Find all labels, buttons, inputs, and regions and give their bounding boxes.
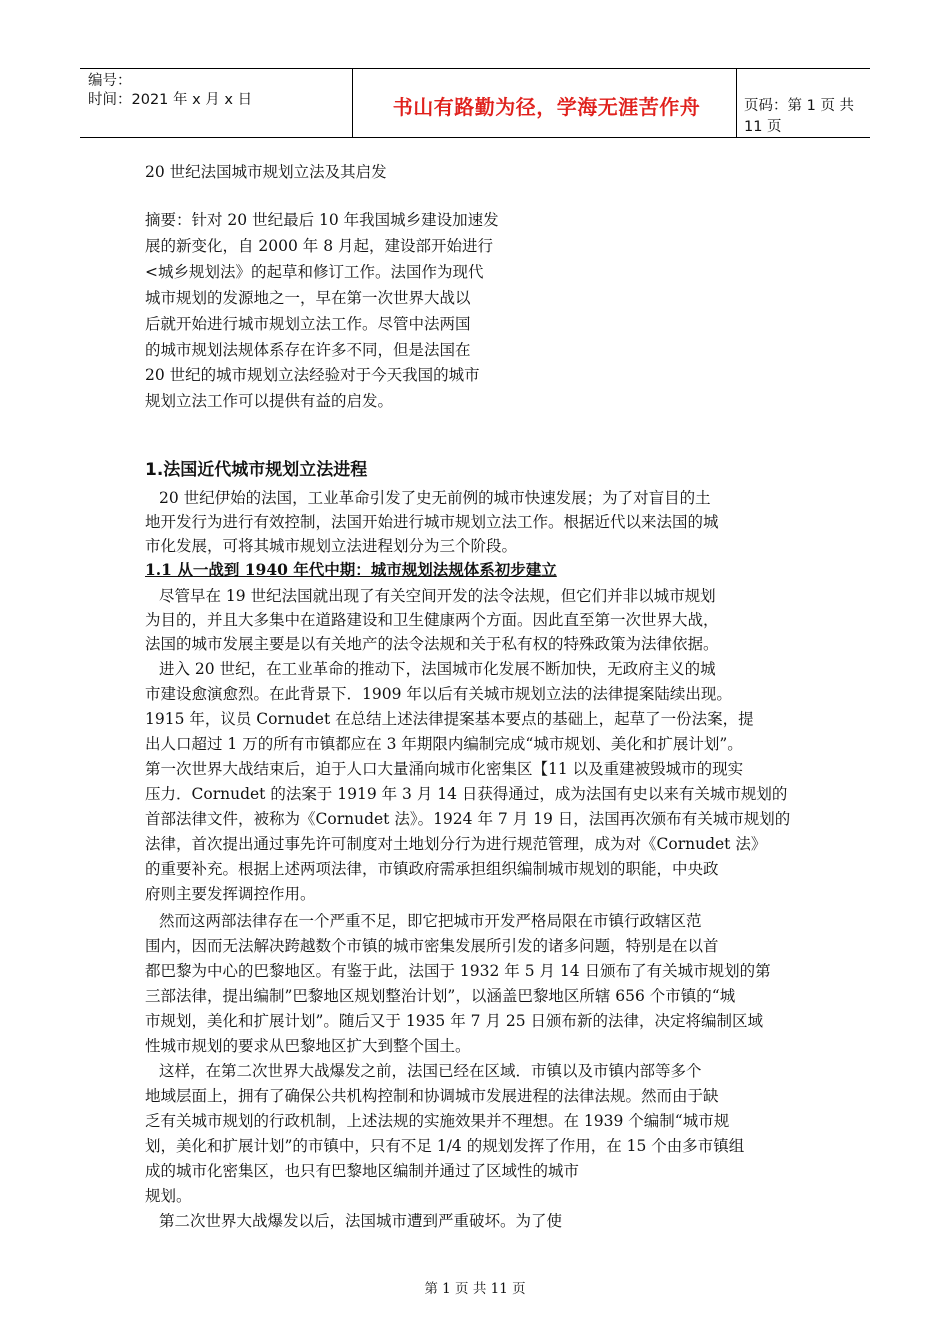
abstract-line: 展的新变化，自 2000 年 8 月起，建设部开始进行 xyxy=(145,237,494,255)
paragraph-line: 围内，因而无法解决跨越数个市镇的城市密集发展所引发的诸多问题，特别是在以首 xyxy=(145,937,719,955)
paragraph-line: 然而这两部法律存在一个严重不足，即它把城市开发严格局限在市镇行政辖区范 xyxy=(159,912,702,930)
abstract-line: 摘要：针对 20 世纪最后 10 年我国城乡建设加速发 xyxy=(145,211,499,229)
header-divider xyxy=(352,69,353,137)
page-footer: 第 1 页 共 11 页 xyxy=(424,1281,526,1297)
abstract-line: <城乡规划法》的起草和修订工作。法国作为现代 xyxy=(145,263,484,281)
paragraph-line: 市规划，美化和扩展计划”。随后又于 1935 年 7 月 25 日颁布新的法律，决定将编制区域 xyxy=(145,1012,764,1030)
paragraph-line: 地开发行为进行有效控制，法国开始进行城市规划立法工作。根据近代以来法国的城 xyxy=(145,513,719,531)
document-title: 20 世纪法国城市规划立法及其启发 xyxy=(145,163,387,181)
paragraph-line: 进入 20 世纪，在工业革命的推动下，法国城市化发展不断加快，无政府主义的城 xyxy=(159,660,716,678)
header-divider xyxy=(736,69,737,137)
paragraph-line: 地域层面上，拥有了确保公共机构控制和协调城市发展进程的法律法规。然而由于缺 xyxy=(145,1087,719,1105)
paragraph-line: 为目的，并且大多集中在道路建设和卫生健康两个方面。因此直至第一次世界大战， xyxy=(145,611,719,629)
paragraph-line: 1915 年，议员 Cornudet 在总结上述法律提案基本要点的基础上，起草了一份法案，提 xyxy=(145,710,754,728)
document-date: 时间：2021 年 x 月 x 日 xyxy=(88,92,253,108)
abstract-line: 城市规划的发源地之一，早在第一次世界大战以 xyxy=(145,289,471,307)
section-heading: 1.法国近代城市规划立法进程 xyxy=(145,460,368,480)
header-page-code: 页码：第 1 页 共 11 页 xyxy=(744,98,855,135)
abstract-line: 规划立法工作可以提供有益的启发。 xyxy=(145,392,394,410)
page-header xyxy=(80,68,870,138)
subsection-heading: 1.1 从一战到 1940 年代中期：城市规划法规体系初步建立 xyxy=(145,560,557,579)
header-left-block xyxy=(88,72,252,110)
paragraph-line: 规划。 xyxy=(145,1187,192,1205)
document-number-label: 编号： xyxy=(88,73,132,89)
paragraph-line: 的重要补充。根据上述两项法律，市镇政府需承担组织编制城市规划的职能，中央政 xyxy=(145,860,719,878)
paragraph-line: 首部法律文件，被称为《Cornudet 法》。1924 年 7 月 19 日，法国再次颁布有关城市规划的 xyxy=(145,810,791,828)
paragraph-line: 成的城市化密集区，也只有巴黎地区编制并通过了区域性的城市 xyxy=(145,1162,580,1180)
paragraph-line: 划，美化和扩展计划”的市镇中，只有不足 1/4 的规划发挥了作用，在 15 个由多市镇组 xyxy=(145,1137,745,1155)
abstract-line: 的城市规划法规体系存在许多不同，但是法国在 xyxy=(145,341,471,359)
paragraph-line: 出人口超过 1 万的所有市镇都应在 3 年期限内编制完成“城市规划、美化和扩展计划”。 xyxy=(145,735,743,753)
paragraph-line: 20 世纪伊始的法国，工业革命引发了史无前例的城市快速发展；为了对盲目的土 xyxy=(159,489,711,507)
paragraph-line: 法国的城市发展主要是以有关地产的法令法规和关于私有权的特殊政策为法律依据。 xyxy=(145,635,719,653)
paragraph-line: 府则主要发挥调控作用。 xyxy=(145,885,316,903)
header-motto: 书山有路勤为径，学海无涯苦作舟 xyxy=(392,95,701,119)
paragraph-line: 法律，首次提出通过事先许可制度对土地划分行为进行规范管理，成为对《Cornudet 法》 xyxy=(145,835,767,853)
paragraph-line: 市化发展，可将其城市规划立法进程划分为三个阶段。 xyxy=(145,537,518,555)
paragraph-line: 市建设愈演愈烈。在此背景下．1909 年以后有关城市规划立法的法律提案陆续出现。 xyxy=(145,685,732,703)
abstract-line: 后就开始进行城市规划立法工作。尽管中法两国 xyxy=(145,315,471,333)
paragraph-line: 性城市规划的要求从巴黎地区扩大到整个国土。 xyxy=(145,1037,471,1055)
paragraph-line: 都巴黎为中心的巴黎地区。有鉴于此，法国于 1932 年 5 月 14 日颁布了有关城市规划的第 xyxy=(145,962,771,980)
paragraph-line: 压力．Cornudet 的法案于 1919 年 3 月 14 日获得通过，成为法国有史以来有关城市规划的 xyxy=(145,785,788,803)
paragraph-line: 这样，在第二次世界大战爆发之前，法国已经在区域．市镇以及市镇内部等多个 xyxy=(159,1062,702,1080)
paragraph-line: 三部法律，提出编制”巴黎地区规划整治计划”，以涵盖巴黎地区所辖 656 个市镇的“城 xyxy=(145,987,736,1005)
paragraph-line: 尽管早在 19 世纪法国就出现了有关空间开发的法令法规，但它们并非以城市规划 xyxy=(159,587,716,605)
abstract-line: 20 世纪的城市规划立法经验对于今天我国的城市 xyxy=(145,366,480,384)
paragraph-line: 第二次世界大战爆发以后，法国城市遭到严重破坏。为了使 xyxy=(159,1212,563,1230)
paragraph-line: 第一次世界大战结束后，迫于人口大量涌向城市化密集区【11 以及重建被毁城市的现实 xyxy=(145,760,744,778)
paragraph-line: 乏有关城市规划的行政机制，上述法规的实施效果并不理想。在 1939 个编制“城市规 xyxy=(145,1112,730,1130)
